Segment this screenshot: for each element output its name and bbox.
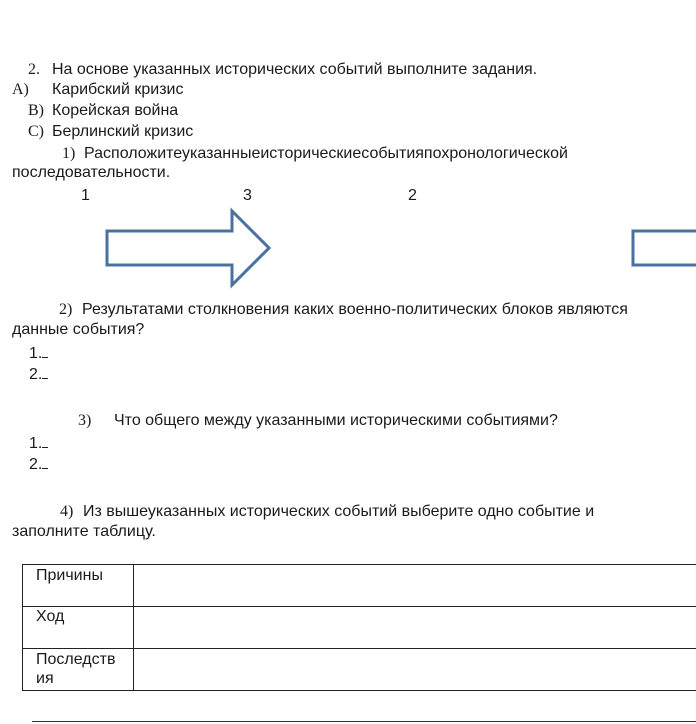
table-label-course: Ход — [23, 607, 134, 649]
table-row — [23, 565, 696, 607]
q3-answer-1: 1. — [29, 433, 48, 454]
right-arrow-icon-partial — [626, 224, 696, 272]
event-b-text: Корейская война — [52, 102, 179, 119]
table-label-causes: Причины — [23, 565, 134, 607]
q4-number: 4) — [60, 503, 74, 520]
event-a-letter: A) — [12, 81, 29, 98]
q1-text-line2: последовательности. — [12, 164, 171, 181]
task-heading: На основе указанных исторических событий выполните задания. — [52, 61, 538, 78]
q1-number: 1) — [62, 145, 76, 162]
q1-text-line1: Расположитеуказанныеисторическиесобытияпохронологической — [84, 145, 568, 162]
q3-text: Что общего между указанными историческими событиями? — [114, 412, 558, 429]
right-arrow-icon — [100, 204, 276, 290]
event-c-letter: C) — [28, 123, 44, 140]
table-cell-causes[interactable] — [134, 565, 696, 607]
event-b-letter: B) — [28, 102, 44, 119]
task-number: 2. — [28, 61, 40, 78]
q2-answer-1: 1. — [29, 343, 48, 364]
table-cell-course[interactable] — [134, 607, 696, 649]
q3-answer-2: 2. — [29, 454, 48, 475]
q4-text-line1: Из вышеуказанных исторических событий выберите одно событие и — [83, 503, 595, 520]
table-label-consequences: Последств ия — [23, 649, 134, 691]
order-label-3: 2 — [408, 187, 417, 204]
q4-text-line2: заполните таблицу. — [12, 523, 156, 540]
table-row — [23, 607, 696, 649]
order-label-2: 3 — [243, 187, 252, 204]
table-row — [23, 649, 696, 691]
table-cell-consequences[interactable] — [134, 649, 696, 691]
q2-text-line2: данные события? — [12, 321, 145, 338]
q2-text-line1: Результатами столкновения каких военно-политических блоков являются — [82, 301, 628, 318]
q2-answer-2: 2. — [29, 364, 48, 385]
q3-number: 3) — [78, 412, 92, 429]
event-c-text: Берлинский кризис — [52, 123, 194, 140]
q2-number: 2) — [59, 301, 73, 318]
order-label-1: 1 — [81, 187, 90, 204]
bottom-divider — [32, 721, 696, 722]
event-table — [22, 564, 696, 691]
event-a-text: Карибский кризис — [52, 81, 184, 98]
